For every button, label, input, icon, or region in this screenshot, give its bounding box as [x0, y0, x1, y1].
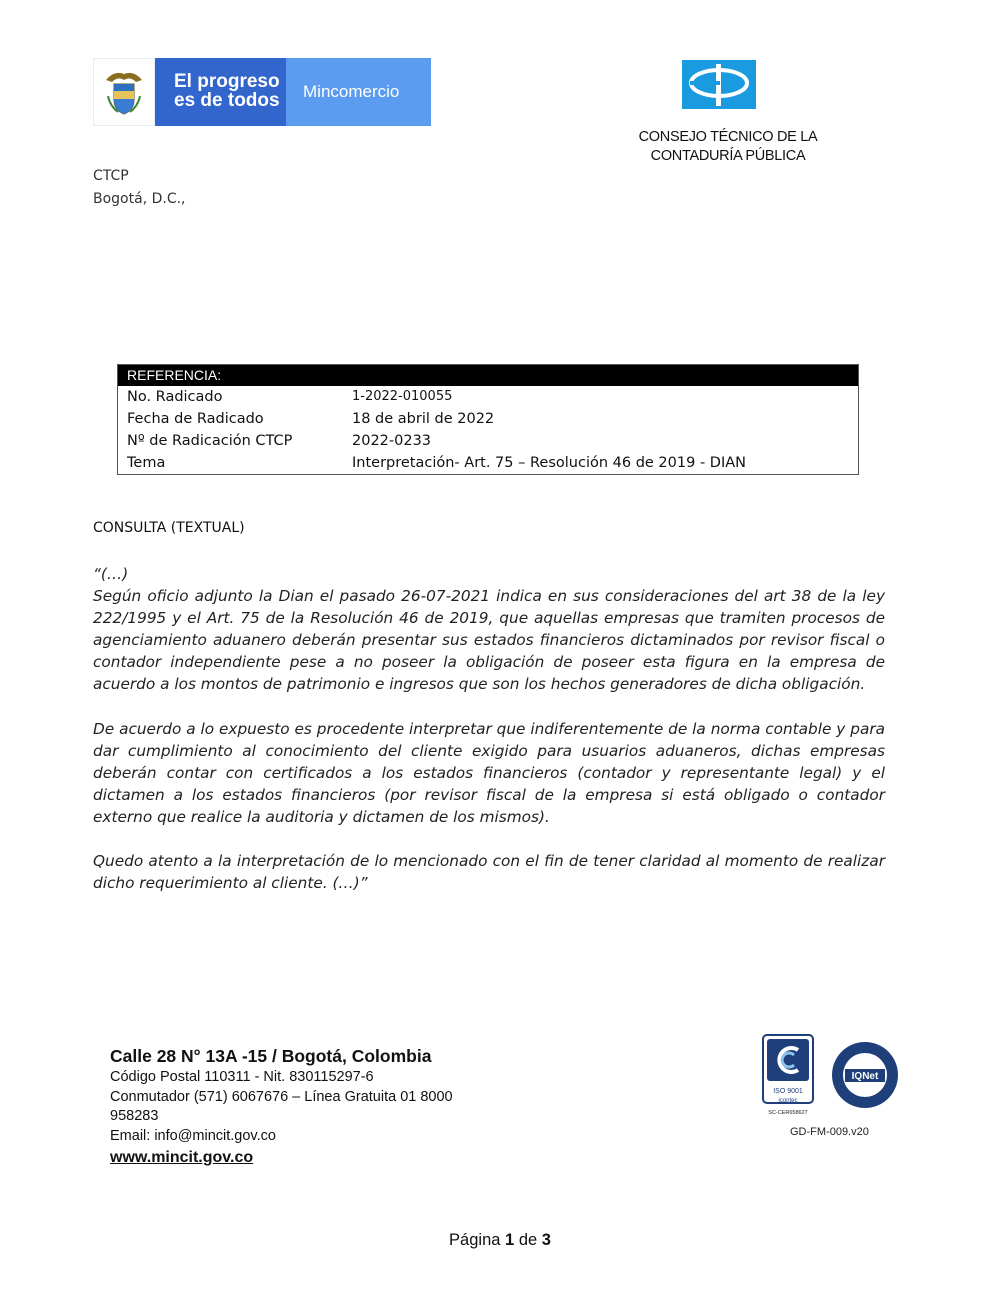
iso-label: ISO 9001	[773, 1088, 803, 1095]
gov-tagline-line2: es de todos	[174, 90, 280, 111]
address-title: Calle 28 N° 13A -15 / Bogotá, Colombia	[110, 1046, 432, 1066]
iso-org: icontec	[778, 1098, 798, 1104]
government-logo-bar	[93, 58, 431, 126]
iqnet-badge-icon	[830, 1040, 900, 1110]
quote-paragraph: De acuerdo a lo expuesto es procedente interpretar que indiferentemente de la norma contable y para dar cumplimiento al conocimiento del cliente exigido para usuarios aduaneros, dichas empresas deberán contar con certificados a los estados financieros (contador y representante legal) y el dictamen a los estados financieros (por revisor fiscal de la empresa si está obligado o contador externo que realice la auditoria y dictamen de los mismos).	[93, 720, 885, 826]
ref-value: 18 de abril de 2022	[352, 411, 495, 427]
iso-9001-badge-icon	[762, 1034, 814, 1118]
quote-block-2	[93, 718, 885, 828]
table-row	[118, 408, 858, 430]
email-line: Email: info@mincit.gov.co	[110, 1127, 276, 1144]
form-code: GD-FM-009.v20	[790, 1126, 869, 1138]
org-name-line2: CONTADURÍA PÚBLICA	[650, 148, 806, 164]
meta-city: Bogotá, D.C.,	[93, 191, 186, 207]
footer-address	[110, 1044, 480, 1170]
page-number	[0, 1231, 1000, 1250]
ref-label: Fecha de Radicado	[127, 411, 264, 427]
website-link[interactable]: www.mincit.gov.co	[110, 1149, 254, 1166]
gov-tagline	[155, 58, 286, 126]
consulta-title: CONSULTA (TEXTUAL)	[93, 520, 245, 536]
quote-block-3	[93, 850, 885, 894]
quote-paragraph: Según oficio adjunto la Dian el pasado 26-07-2021 indica en sus consideraciones del art 38 de la ley 222/1995 y el Art. 75 de la Resolución 46 de 2019, que aquellas empresas que tramiten procesos de agenciamiento aduanero deberán presentar sus estados financieros dictaminados por revisor fiscal o contador independiente pese a no poseer la obligación de poseer esta figura en la empresa de acuerdo a los montos de patrimonio e ingresos que son los hechos generadores de dicha obligación.	[93, 587, 885, 693]
table-row	[118, 452, 858, 474]
ctcp-logo-icon	[682, 60, 756, 109]
org-name-line1: CONSEJO TÉCNICO DE LA	[638, 129, 818, 145]
ref-label: Tema	[127, 455, 166, 471]
ref-label: Nº de Radicación CTCP	[127, 433, 293, 449]
org-name	[630, 128, 826, 166]
gov-tagline-line1: El progreso	[174, 71, 280, 92]
page-total: 3	[541, 1231, 551, 1249]
iqnet-label: IQNet	[851, 1071, 879, 1082]
reference-table	[117, 364, 859, 475]
ref-value: 1-2022-010055	[352, 389, 453, 404]
iso-cert: SC-CER658627	[768, 1110, 808, 1116]
page-current: 1	[505, 1231, 515, 1249]
quote-paragraph: Quedo atento a la interpretación de lo mencionado con el fin de tener claridad al momento de realizar dicho requerimiento al cliente. (…)”	[93, 852, 885, 892]
table-row	[118, 430, 858, 452]
quote-paragraph: “(…)	[93, 565, 129, 583]
phone-line: Conmutador (571) 6067676 – Línea Gratuita 01 8000 958283	[110, 1088, 453, 1124]
letter-meta	[93, 165, 186, 211]
ministry-label: Mincomercio	[286, 58, 431, 126]
meta-sender: CTCP	[93, 168, 129, 184]
ref-value: Interpretación- Art. 75 – Resolución 46 de 2019 - DIAN	[352, 455, 746, 471]
reference-header: REFERENCIA:	[118, 365, 858, 386]
page-word: Página	[449, 1231, 501, 1249]
page-of: de	[518, 1231, 538, 1249]
ref-label: No. Radicado	[127, 389, 223, 405]
coat-of-arms-icon	[93, 58, 155, 126]
postal-code: Código Postal 110311 - Nit. 830115297-6	[110, 1069, 374, 1085]
table-row	[118, 386, 858, 408]
quote-open	[93, 563, 885, 695]
ref-value: 2022-0233	[352, 433, 432, 449]
